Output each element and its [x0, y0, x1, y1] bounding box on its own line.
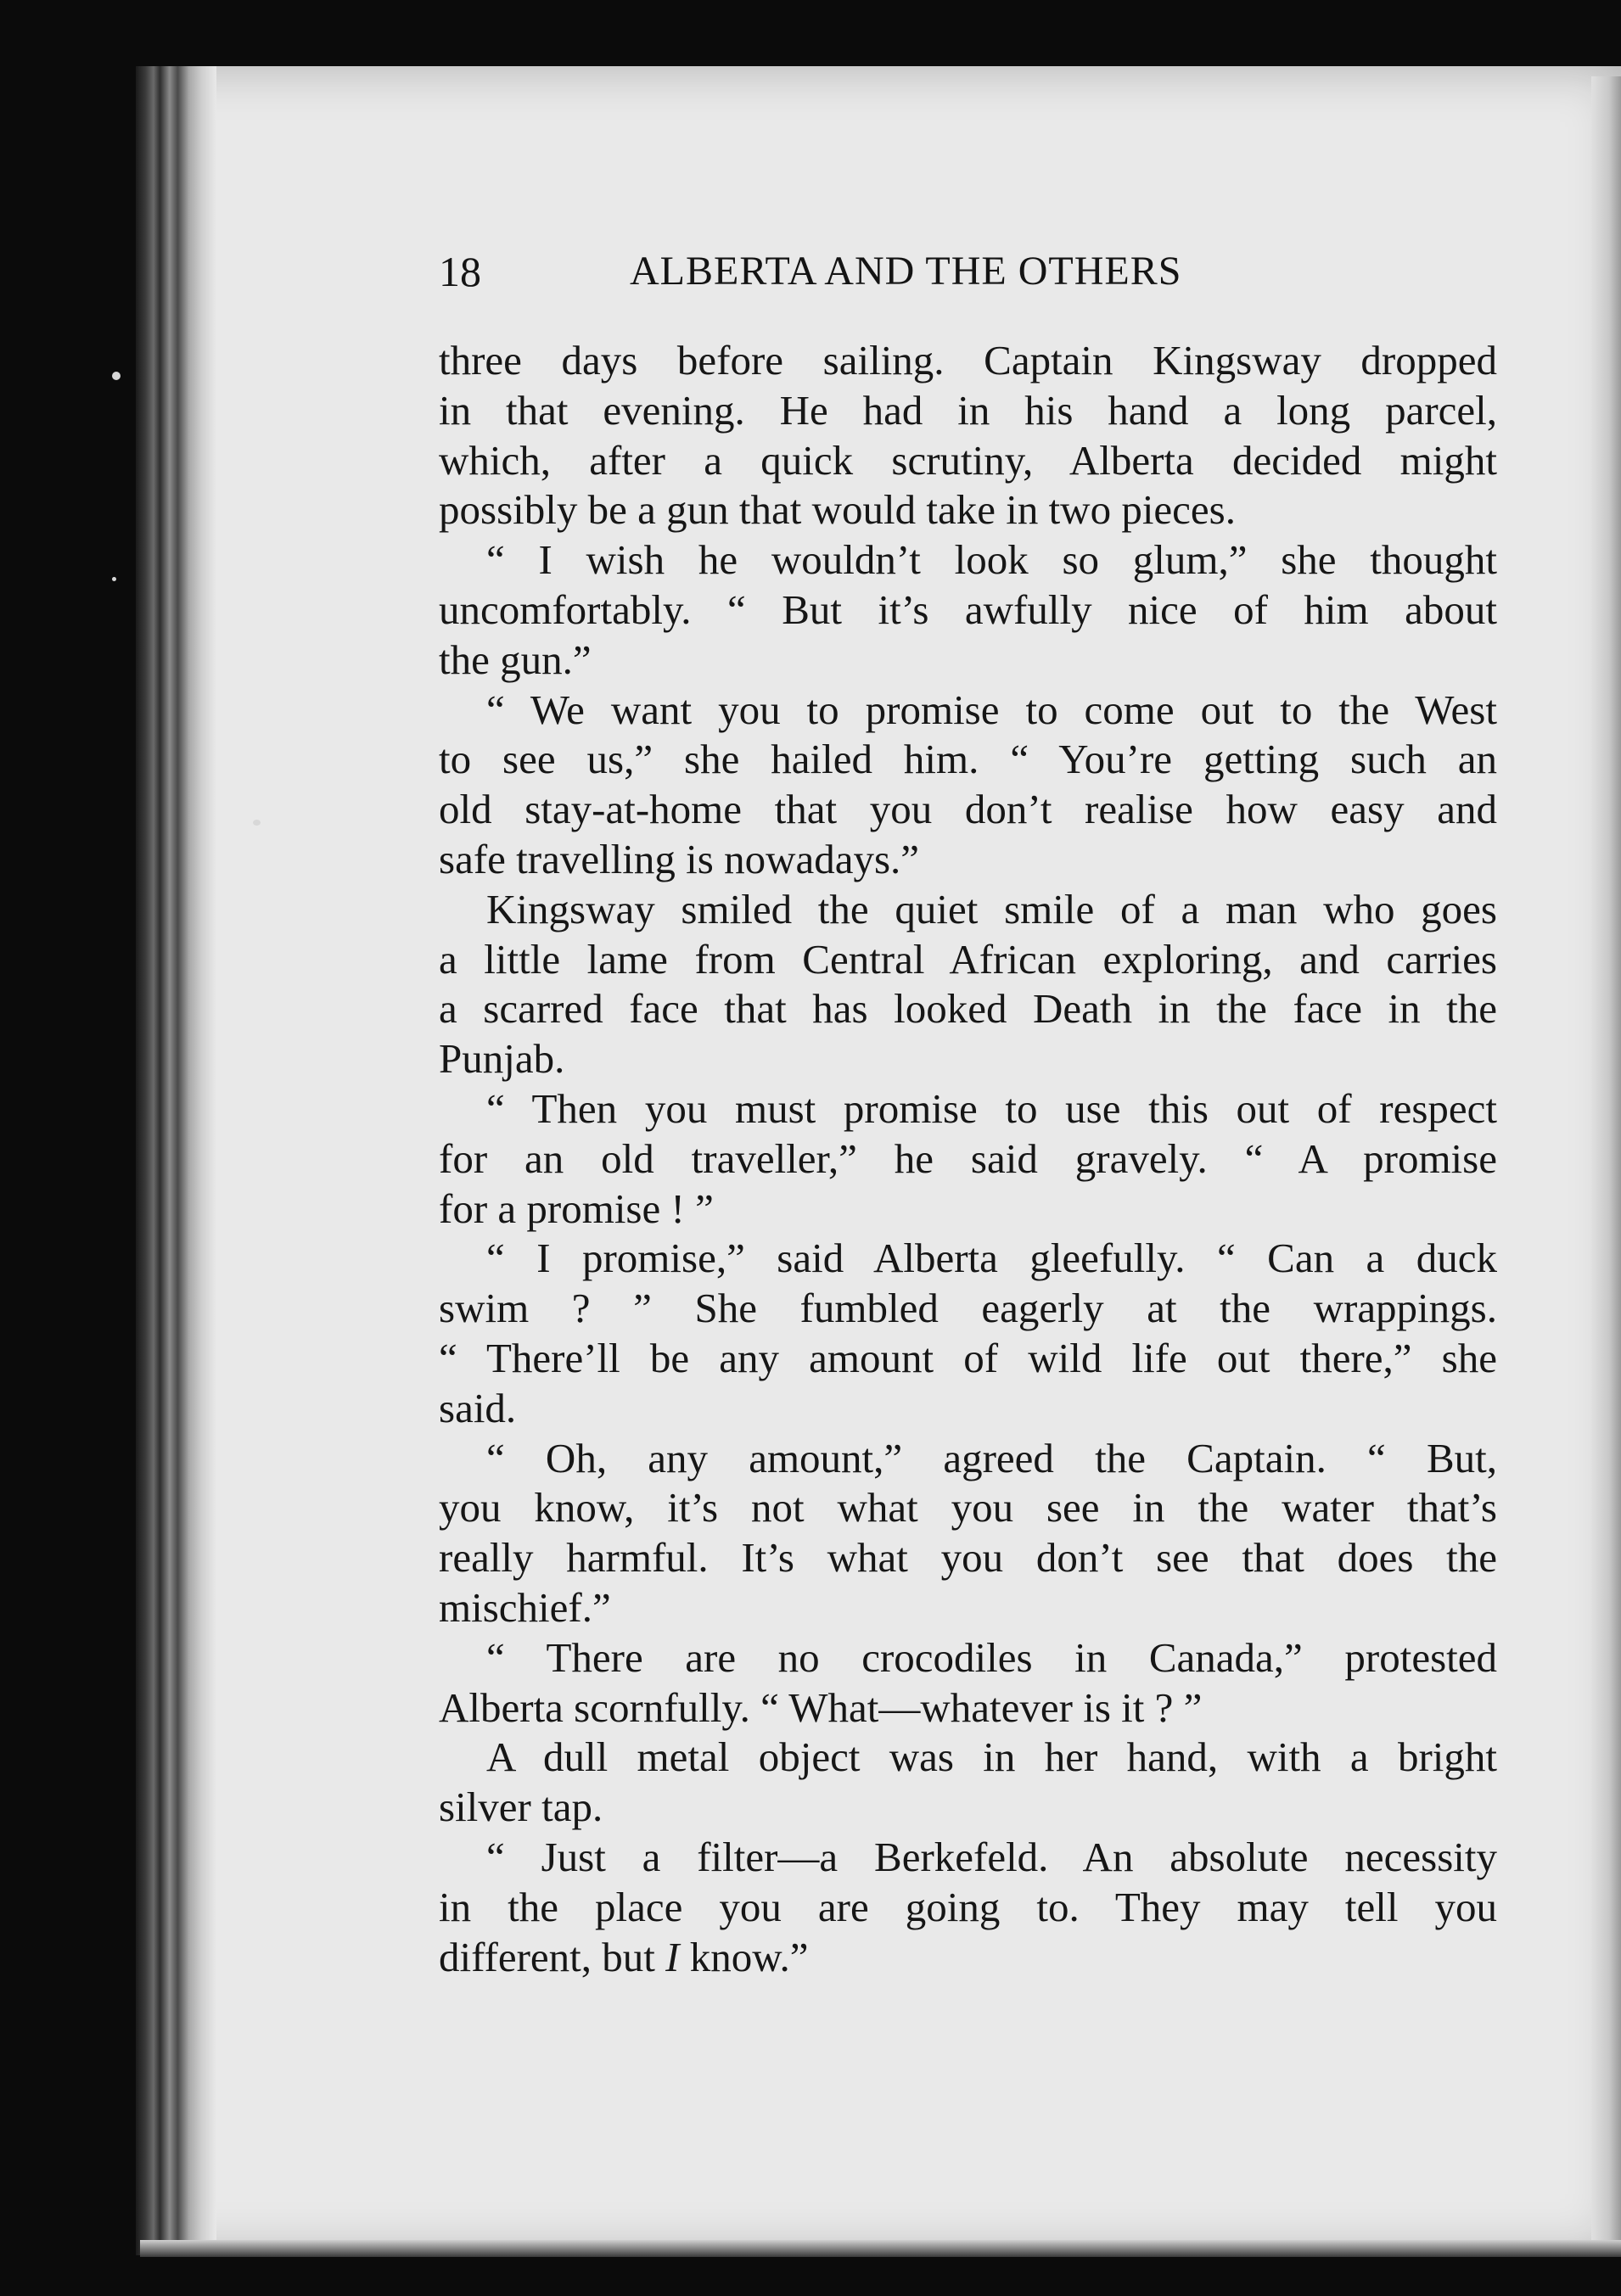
page-bottom-edge: [140, 2240, 1621, 2257]
text-line: in the place you are going to. They may tell you: [439, 1883, 1497, 1930]
text-line: A dull metal object was in her hand, with a bright: [486, 1733, 1497, 1781]
text-line: old stay-at-home that you don’t realise how easy and: [439, 786, 1497, 833]
book-spine-gutter: [136, 66, 216, 2255]
text-line: you know, it’s not what you see in the water that’s: [439, 1484, 1497, 1532]
text-line: really harmful. It’s what you don’t see that does the: [439, 1534, 1497, 1582]
text-line: in that evening. He had in his hand a long parcel,: [439, 386, 1497, 434]
text-line: “ Just a filter—a Berkefeld. An absolute necessity: [486, 1833, 1497, 1880]
text-line: the gun.”: [439, 636, 592, 683]
text-line: which, after a quick scrutiny, Alberta decided might: [439, 436, 1497, 484]
text-line: for an old traveller,” he said gravely. “ A promise: [439, 1134, 1497, 1182]
text-line: “ Oh, any amount,” agreed the Captain. “ But,: [486, 1434, 1497, 1481]
text-line: three days before sailing. Captain Kingsway dropped: [439, 337, 1497, 384]
scan-speck: [112, 372, 121, 380]
text-line: “ There’ll be any amount of wild life out there,” she: [439, 1334, 1497, 1381]
page-number: 18: [439, 248, 481, 295]
body-text: [439, 336, 1497, 1982]
text-line: for a promise ! ”: [439, 1184, 714, 1232]
text-line: Alberta scornfully. “ What—whatever is it ? ”: [439, 1683, 1203, 1731]
page-right-edge: [1591, 76, 1621, 2248]
text-line: a scarred face that has looked Death in the face in the: [439, 985, 1497, 1033]
text-line: said.: [439, 1384, 517, 1431]
text-line: silver tap.: [439, 1784, 603, 1831]
scan-speck: [112, 577, 116, 581]
text-line: swim ? ” She fumbled eagerly at the wrappings.: [439, 1285, 1497, 1332]
text-line: possibly be a gun that would take in two pieces.: [439, 486, 1236, 534]
text-line: “ Then you must promise to use this out of respect: [486, 1084, 1497, 1132]
text-line: “ There are no crocodiles in Canada,” protested: [486, 1633, 1497, 1681]
text-line: “ We want you to promise to come out to the West: [486, 686, 1497, 733]
emphasis: I: [665, 1933, 680, 1980]
text-line: a little lame from Central African exploring, and carries: [439, 935, 1497, 983]
text-line: “ I wish he wouldn’t look so glum,” she thought: [486, 536, 1497, 584]
text-line: different, but I know.”: [439, 1933, 809, 1980]
text-line: Punjab.: [439, 1035, 565, 1083]
text-line: to see us,” she hailed him. “ You’re getting such an: [439, 736, 1497, 783]
text-line: “ I promise,” said Alberta gleefully. “ Can a duck: [486, 1235, 1497, 1282]
running-header: [439, 244, 1304, 304]
running-title: ALBERTA AND THE OTHERS: [630, 249, 1182, 294]
text-line: safe travelling is nowadays.”: [439, 835, 920, 882]
text-line: Kingsway smiled the quiet smile of a man who goes: [486, 885, 1497, 932]
text-line: mischief.”: [439, 1583, 611, 1631]
scan-speck: [253, 820, 261, 826]
text-line: uncomfortably. “ But it’s awfully nice of him about: [439, 585, 1497, 633]
